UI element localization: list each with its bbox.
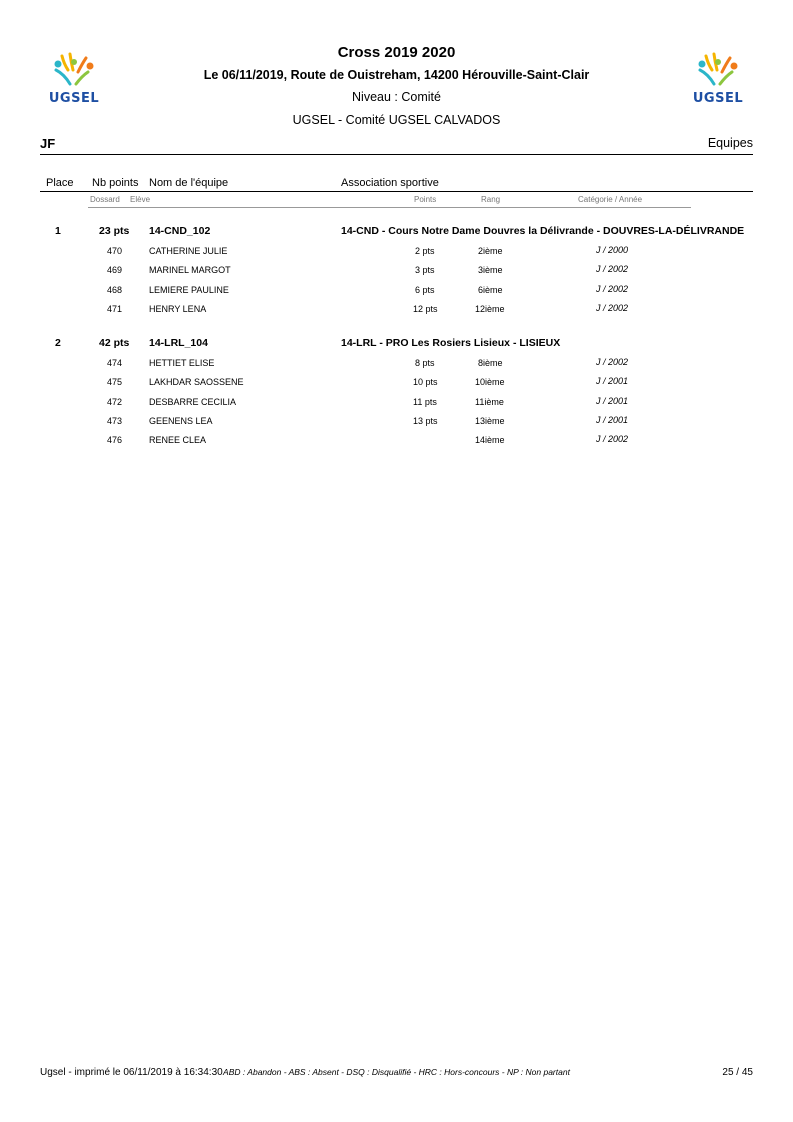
member-bib: 470: [107, 246, 123, 256]
member-category: J / 2001: [596, 376, 629, 386]
header-divider: [40, 154, 753, 155]
event-level: Niveau : Comité: [352, 90, 441, 104]
event-subtitle: Le 06/11/2019, Route de Ouistreham, 14200 Hérouville-Saint-Clair: [203, 68, 590, 82]
col-association: Association sportive: [341, 177, 439, 189]
member-points: 2 pts: [415, 246, 435, 256]
member-category: J / 2001: [596, 415, 629, 425]
team-place: 2: [55, 337, 61, 349]
member-points: 13 pts: [413, 416, 438, 426]
team-place: 1: [55, 225, 61, 237]
member-rank: 2ième: [478, 246, 503, 256]
subcol-rank: Rang: [481, 195, 501, 204]
subcol-points: Points: [414, 195, 437, 204]
ranking-type-label: Equipes: [707, 136, 753, 150]
team-association: 14-LRL - PRO Les Rosiers Lisieux - LISIEUX: [341, 337, 561, 349]
member-category: J / 2002: [596, 303, 629, 313]
team-name: 14-LRL_104: [149, 337, 208, 349]
member-category: J / 2000: [596, 245, 629, 255]
member-name: GEENENS LEA: [149, 416, 213, 426]
subcolumns-divider: [88, 207, 691, 208]
member-rank: 12ième: [475, 304, 505, 314]
team-name: 14-CND_102: [149, 225, 211, 237]
member-bib: 473: [107, 416, 123, 426]
columns-divider: [40, 191, 753, 192]
print-info: Ugsel - imprimé le 06/11/2019 à 16:34:30: [40, 1067, 223, 1078]
member-points: 11 pts: [413, 397, 437, 407]
member-category: J / 2001: [596, 396, 629, 406]
subcol-bib: Dossard: [90, 195, 120, 204]
member-points: 6 pts: [415, 285, 435, 295]
member-points: 3 pts: [415, 265, 435, 275]
team-association: 14-CND - Cours Notre Dame Douvres la Délivrande - DOUVRES-LA-DÉLIVRANDE: [341, 225, 745, 237]
member-bib: 471: [107, 304, 123, 314]
member-name: RENEE CLEA: [149, 435, 207, 445]
member-rank: 10ième: [475, 377, 505, 387]
logo-text: UGSEL: [48, 91, 100, 106]
member-name: LAKHDAR SAOSSENE: [149, 377, 244, 387]
member-name: DESBARRE CECILIA: [149, 397, 237, 407]
subcol-student: Elève: [130, 195, 151, 204]
event-organizer: UGSEL - Comité UGSEL CALVADOS: [292, 113, 501, 127]
team-points: 23 pts: [99, 225, 130, 237]
member-bib: 469: [107, 265, 123, 275]
member-rank: 11ième: [475, 397, 504, 407]
member-bib: 468: [107, 285, 123, 295]
member-name: HETTIET ELISE: [149, 358, 215, 368]
abbreviation-legend: ABD : Abandon - ABS : Absent - DSQ : Disqualifié - HRC : Hors-concours - NP : Non partant: [223, 1067, 570, 1077]
member-bib: 474: [107, 358, 123, 368]
col-team-name: Nom de l'équipe: [149, 177, 229, 189]
member-rank: 14ième: [475, 435, 505, 445]
member-category: J / 2002: [596, 434, 629, 444]
col-place: Place: [46, 177, 74, 189]
member-points: 12 pts: [413, 304, 438, 314]
member-rank: 13ième: [475, 416, 505, 426]
member-name: HENRY LENA: [149, 304, 207, 314]
member-points: 8 pts: [415, 358, 435, 368]
member-category: J / 2002: [596, 264, 629, 274]
subcol-category-year: Catégorie / Année: [578, 195, 643, 204]
page-title: Cross 2019 2020: [337, 44, 456, 61]
member-category: J / 2002: [596, 284, 629, 294]
member-category: J / 2002: [596, 357, 629, 367]
member-rank: 8ième: [478, 358, 503, 368]
member-bib: 476: [107, 435, 123, 445]
member-bib: 475: [107, 377, 123, 387]
col-points: Nb points: [92, 177, 139, 189]
member-points: 10 pts: [413, 377, 438, 387]
team-points: 42 pts: [99, 337, 130, 349]
category-label: JF: [40, 136, 56, 151]
member-rank: 6ième: [478, 285, 503, 295]
member-name: LEMIERE PAULINE: [149, 285, 229, 295]
logo-text: UGSEL: [692, 91, 744, 106]
page-number: 25 / 45: [722, 1067, 753, 1078]
member-bib: 472: [107, 397, 123, 407]
member-name: CATHERINE JULIE: [149, 246, 228, 256]
member-name: MARINEL MARGOT: [149, 265, 231, 275]
member-rank: 3ième: [478, 265, 503, 275]
